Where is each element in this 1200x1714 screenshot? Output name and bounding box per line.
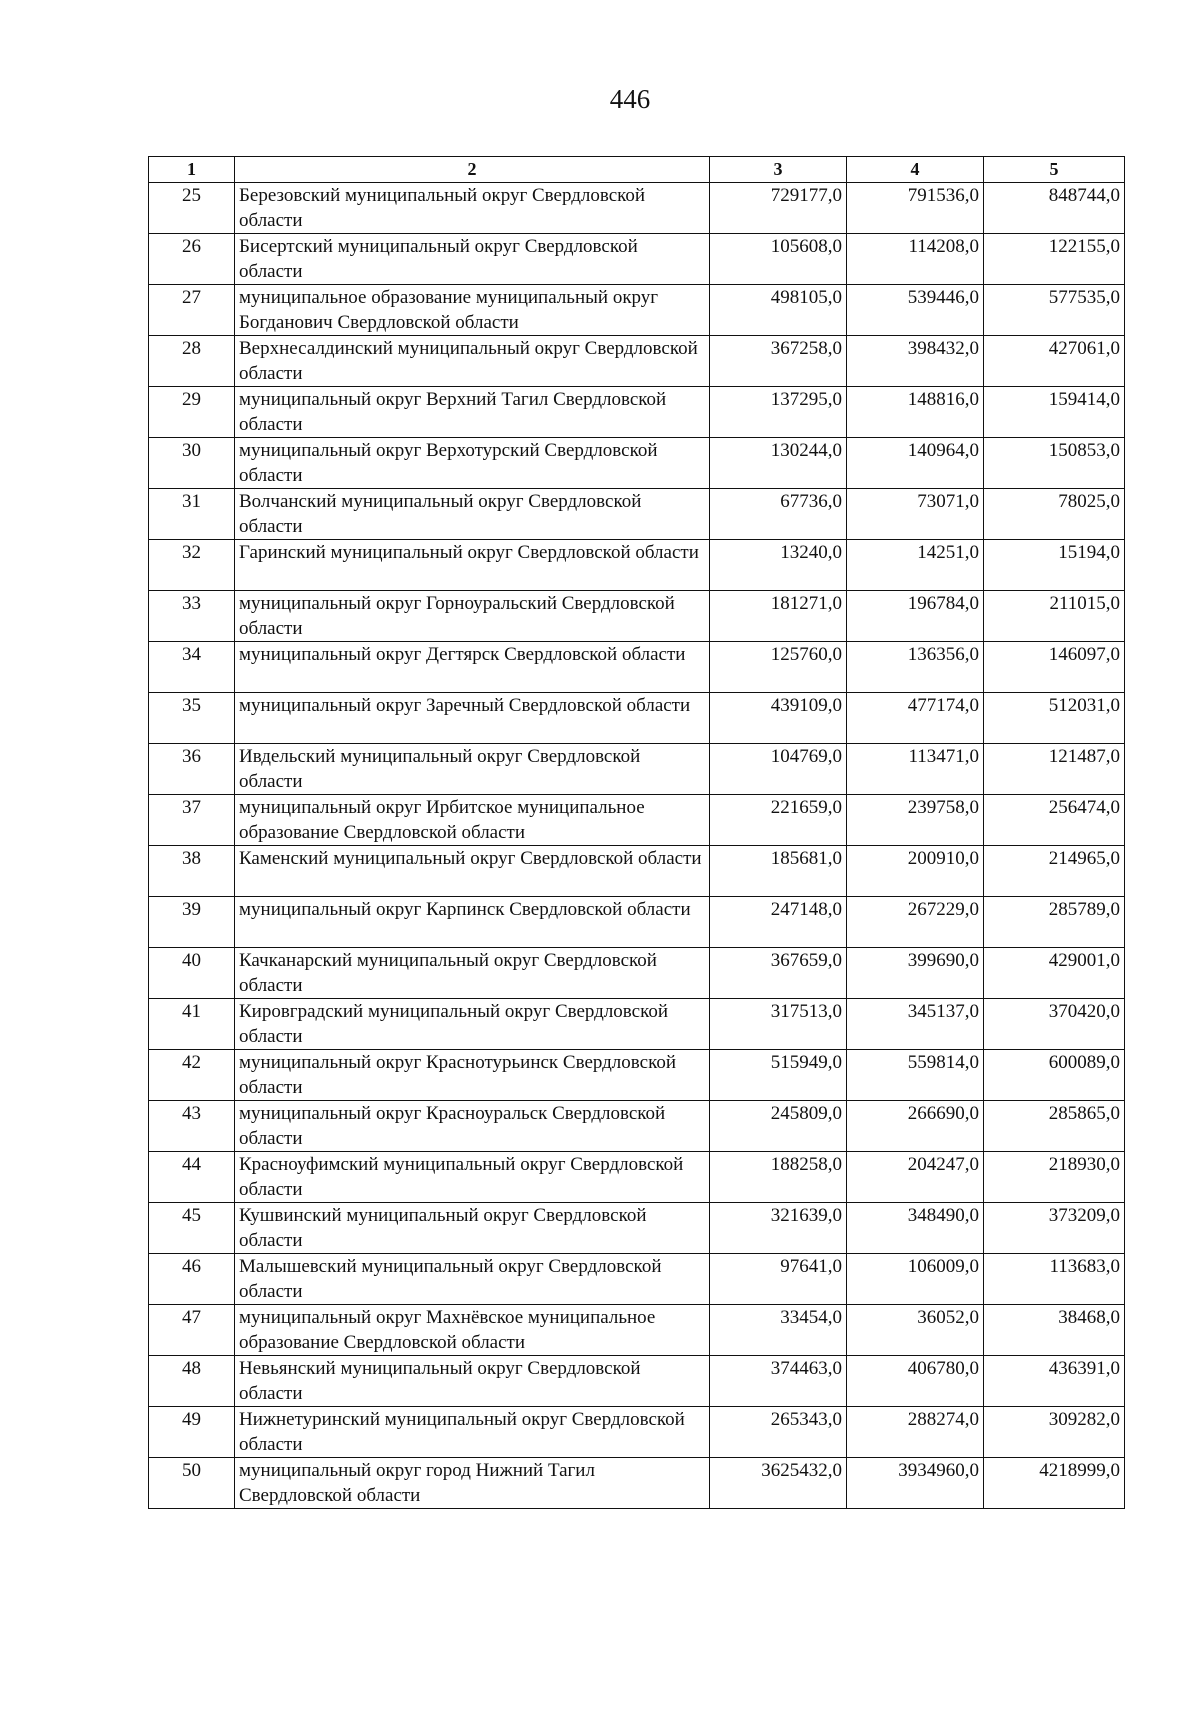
value-col-3: 105608,0 [710,234,847,285]
header-col-2: 2 [235,157,710,183]
row-number: 26 [149,234,235,285]
value-col-3: 3625432,0 [710,1458,847,1509]
table-row [149,336,1125,387]
municipality-name: Верхнесалдинский муниципальный округ Свердловской области [235,336,710,387]
table-row [149,387,1125,438]
row-number: 49 [149,1407,235,1458]
row-number: 30 [149,438,235,489]
value-col-3: 185681,0 [710,846,847,897]
header-row [149,157,1125,183]
value-col-4: 106009,0 [847,1254,984,1305]
value-col-5: 512031,0 [984,693,1125,744]
value-col-3: 247148,0 [710,897,847,948]
table-row [149,1356,1125,1407]
value-col-5: 436391,0 [984,1356,1125,1407]
value-col-3: 13240,0 [710,540,847,591]
table-row [149,285,1125,336]
table-row [149,1101,1125,1152]
value-col-4: 266690,0 [847,1101,984,1152]
municipality-name: муниципальный округ Верхний Тагил Свердловской области [235,387,710,438]
value-col-3: 181271,0 [710,591,847,642]
table-row [149,183,1125,234]
table-row [149,948,1125,999]
value-col-5: 285789,0 [984,897,1125,948]
value-col-4: 200910,0 [847,846,984,897]
header-col-5: 5 [984,157,1125,183]
value-col-3: 130244,0 [710,438,847,489]
header-col-4: 4 [847,157,984,183]
table-row [149,846,1125,897]
value-col-5: 78025,0 [984,489,1125,540]
value-col-5: 309282,0 [984,1407,1125,1458]
municipality-name: муниципальный округ Заречный Свердловской области [235,693,710,744]
municipality-name: муниципальное образование муниципальный округ Богданович Свердловской области [235,285,710,336]
table-body [149,183,1125,1509]
value-col-4: 73071,0 [847,489,984,540]
table-row [149,693,1125,744]
row-number: 36 [149,744,235,795]
table-row [149,1254,1125,1305]
row-number: 45 [149,1203,235,1254]
value-col-4: 204247,0 [847,1152,984,1203]
municipality-name: Ивдельский муниципальный округ Свердловской области [235,744,710,795]
row-number: 32 [149,540,235,591]
municipality-name: муниципальный округ Дегтярск Свердловской области [235,642,710,693]
value-col-3: 321639,0 [710,1203,847,1254]
table-row [149,234,1125,285]
value-col-4: 36052,0 [847,1305,984,1356]
row-number: 48 [149,1356,235,1407]
value-col-5: 370420,0 [984,999,1125,1050]
value-col-4: 267229,0 [847,897,984,948]
value-col-5: 211015,0 [984,591,1125,642]
value-col-5: 15194,0 [984,540,1125,591]
row-number: 38 [149,846,235,897]
value-col-5: 600089,0 [984,1050,1125,1101]
value-col-3: 33454,0 [710,1305,847,1356]
value-col-4: 288274,0 [847,1407,984,1458]
row-number: 27 [149,285,235,336]
page-number: 446 [609,84,651,114]
value-col-3: 221659,0 [710,795,847,846]
municipality-name: муниципальный округ Красноуральск Свердловской области [235,1101,710,1152]
municipality-name: муниципальный округ Горноуральский Свердловской области [235,591,710,642]
value-col-4: 406780,0 [847,1356,984,1407]
table-row [149,999,1125,1050]
table-row [149,897,1125,948]
value-col-5: 122155,0 [984,234,1125,285]
row-number: 42 [149,1050,235,1101]
municipality-name: муниципальный округ Ирбитское муниципальное образование Свердловской области [235,795,710,846]
municipality-name: муниципальный округ Карпинск Свердловской области [235,897,710,948]
value-col-5: 38468,0 [984,1305,1125,1356]
value-col-3: 245809,0 [710,1101,847,1152]
value-col-3: 188258,0 [710,1152,847,1203]
row-number: 41 [149,999,235,1050]
row-number: 40 [149,948,235,999]
value-col-4: 348490,0 [847,1203,984,1254]
row-number: 37 [149,795,235,846]
value-col-3: 498105,0 [710,285,847,336]
row-number: 47 [149,1305,235,1356]
value-col-5: 429001,0 [984,948,1125,999]
row-number: 50 [149,1458,235,1509]
value-col-4: 539446,0 [847,285,984,336]
table-row [149,642,1125,693]
municipality-name: муниципальный округ город Нижний Тагил Свердловской области [235,1458,710,1509]
value-col-3: 67736,0 [710,489,847,540]
value-col-4: 345137,0 [847,999,984,1050]
value-col-3: 317513,0 [710,999,847,1050]
table-row [149,1203,1125,1254]
value-col-5: 214965,0 [984,846,1125,897]
header-col-1: 1 [149,157,235,183]
table-row [149,1407,1125,1458]
value-col-4: 559814,0 [847,1050,984,1101]
value-col-5: 577535,0 [984,285,1125,336]
value-col-4: 140964,0 [847,438,984,489]
municipality-name: Каменский муниципальный округ Свердловской области [235,846,710,897]
value-col-3: 367258,0 [710,336,847,387]
value-col-4: 398432,0 [847,336,984,387]
table-row [149,540,1125,591]
value-col-5: 113683,0 [984,1254,1125,1305]
value-col-3: 137295,0 [710,387,847,438]
value-col-4: 196784,0 [847,591,984,642]
value-col-3: 374463,0 [710,1356,847,1407]
value-col-5: 121487,0 [984,744,1125,795]
value-col-4: 239758,0 [847,795,984,846]
row-number: 29 [149,387,235,438]
value-col-5: 373209,0 [984,1203,1125,1254]
budget-table [148,156,1125,1509]
row-number: 31 [149,489,235,540]
row-number: 25 [149,183,235,234]
value-col-5: 256474,0 [984,795,1125,846]
value-col-3: 104769,0 [710,744,847,795]
municipality-name: Бисертский муниципальный округ Свердловской области [235,234,710,285]
value-col-3: 125760,0 [710,642,847,693]
value-col-5: 4218999,0 [984,1458,1125,1509]
value-col-4: 148816,0 [847,387,984,438]
municipality-name: муниципальный округ Верхотурский Свердловской области [235,438,710,489]
value-col-4: 791536,0 [847,183,984,234]
municipality-name: Качканарский муниципальный округ Свердловской области [235,948,710,999]
municipality-name: Березовский муниципальный округ Свердловской области [235,183,710,234]
municipality-name: Гаринский муниципальный округ Свердловской области [235,540,710,591]
row-number: 34 [149,642,235,693]
municipality-name: Кировградский муниципальный округ Свердловской области [235,999,710,1050]
value-col-3: 439109,0 [710,693,847,744]
value-col-3: 97641,0 [710,1254,847,1305]
value-col-3: 265343,0 [710,1407,847,1458]
table-row [149,744,1125,795]
table-row [149,438,1125,489]
municipality-name: муниципальный округ Краснотурьинск Свердловской области [235,1050,710,1101]
row-number: 33 [149,591,235,642]
table-row [149,489,1125,540]
municipality-name: Кушвинский муниципальный округ Свердловской области [235,1203,710,1254]
value-col-4: 14251,0 [847,540,984,591]
table-row [149,795,1125,846]
value-col-5: 427061,0 [984,336,1125,387]
table-row [149,1458,1125,1509]
table-row [149,1050,1125,1101]
value-col-5: 146097,0 [984,642,1125,693]
value-col-4: 113471,0 [847,744,984,795]
value-col-3: 729177,0 [710,183,847,234]
value-col-4: 3934960,0 [847,1458,984,1509]
table-row [149,1305,1125,1356]
value-col-4: 399690,0 [847,948,984,999]
row-number: 35 [149,693,235,744]
municipality-name: Красноуфимский муниципальный округ Свердловской области [235,1152,710,1203]
value-col-5: 159414,0 [984,387,1125,438]
value-col-3: 515949,0 [710,1050,847,1101]
value-col-4: 136356,0 [847,642,984,693]
value-col-5: 848744,0 [984,183,1125,234]
row-number: 46 [149,1254,235,1305]
value-col-4: 114208,0 [847,234,984,285]
municipality-name: Волчанский муниципальный округ Свердловской области [235,489,710,540]
value-col-5: 150853,0 [984,438,1125,489]
table-row [149,1152,1125,1203]
value-col-5: 285865,0 [984,1101,1125,1152]
value-col-3: 367659,0 [710,948,847,999]
header-col-3: 3 [710,157,847,183]
row-number: 28 [149,336,235,387]
value-col-5: 218930,0 [984,1152,1125,1203]
table-row [149,591,1125,642]
municipality-name: Малышевский муниципальный округ Свердловской области [235,1254,710,1305]
row-number: 44 [149,1152,235,1203]
row-number: 43 [149,1101,235,1152]
municipality-name: Нижнетуринский муниципальный округ Свердловской области [235,1407,710,1458]
value-col-4: 477174,0 [847,693,984,744]
municipality-name: муниципальный округ Махнёвское муниципальное образование Свердловской области [235,1305,710,1356]
municipality-name: Невьянский муниципальный округ Свердловской области [235,1356,710,1407]
row-number: 39 [149,897,235,948]
